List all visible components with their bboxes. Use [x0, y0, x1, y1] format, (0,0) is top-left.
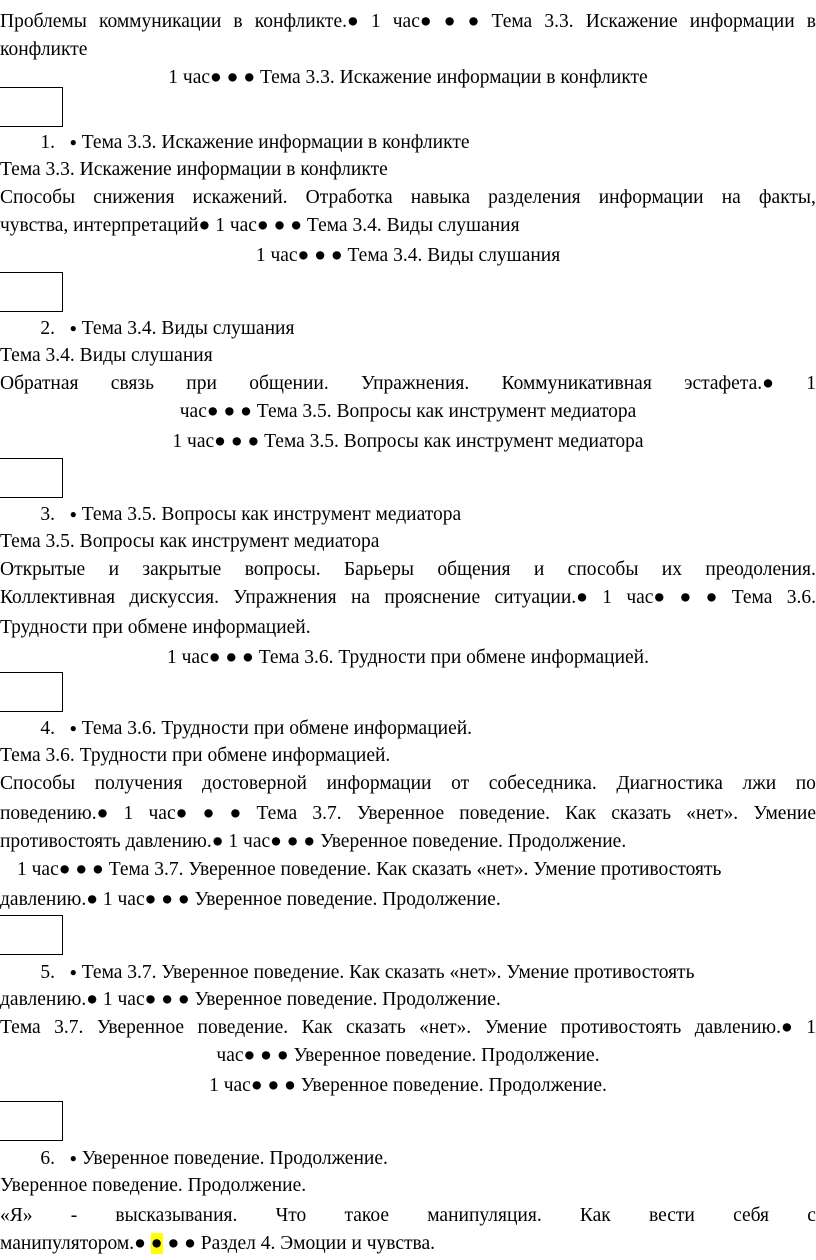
word: ●: [202, 803, 215, 824]
word: ситуации.●: [494, 587, 588, 608]
word: общения: [437, 559, 511, 580]
list-item-text: Тема 3.6. Трудности при обмене информацией.: [81, 718, 473, 739]
word: и: [533, 559, 545, 580]
paragraph-line: [0, 8, 816, 36]
word: манипуляция.: [427, 1205, 542, 1226]
centered-line: 1 час● ● ● Уверенное поведение. Продолжение.: [209, 1075, 607, 1096]
paragraph-line: противостоять давлению.● 1 час● ● ● Уверенное поведение. Продолжение.: [0, 831, 627, 852]
word: эстафета.●: [684, 373, 774, 394]
word: Уверенное: [96, 1017, 185, 1038]
paragraph-line: [0, 556, 816, 584]
paragraph-line: [0, 184, 816, 212]
paragraph-line: [0, 584, 816, 612]
paragraph-line: [0, 370, 816, 398]
word: их: [661, 559, 682, 580]
paragraph-line: [0, 800, 816, 828]
word: 3.7.: [312, 803, 342, 824]
paragraph-line-highlighted: [0, 1230, 816, 1258]
word: Умение: [753, 803, 816, 824]
centered-line: час● ● ● Тема 3.5. Вопросы как инструмент медиатора: [179, 401, 637, 422]
word: такое: [344, 1205, 390, 1226]
word: Проблемы: [0, 11, 87, 32]
word: и: [108, 559, 120, 580]
word: Отработка: [305, 187, 393, 208]
word: в: [806, 11, 816, 32]
word: давлению.●: [694, 1017, 793, 1038]
heading-line: Тема 3.5. Вопросы как инструмент медиатора: [0, 531, 380, 552]
word: ●: [467, 11, 480, 32]
paragraph-line: [0, 1202, 816, 1230]
word: информации: [598, 187, 704, 208]
list-item-text: Тема 3.4. Виды слушания: [81, 318, 295, 339]
list-item-text: Тема 3.3. Искажение информации в конфликте: [81, 132, 470, 153]
word: 1: [806, 1017, 816, 1038]
list-item-4: [0, 714, 816, 743]
paragraph-line: чувства, интерпретаций● 1 час● ● ● Тема 3.4. Виды слушания: [0, 215, 520, 236]
word: Обратная: [0, 373, 79, 394]
word: Коллективная: [0, 587, 116, 608]
paragraph-line: [0, 770, 816, 798]
word: 3.7.: [54, 1017, 84, 1038]
word: Умение: [484, 1017, 548, 1038]
word: -: [70, 1205, 78, 1226]
word: сказать: [611, 803, 671, 824]
bullet-icon: ●: [69, 507, 77, 521]
list-item-6: [0, 1144, 816, 1173]
word: вести: [649, 1205, 695, 1226]
word: Упражнения.: [361, 373, 470, 394]
word: противостоять: [560, 1017, 682, 1038]
word: по: [795, 773, 816, 794]
word: в: [233, 11, 243, 32]
empty-box: [0, 1101, 63, 1141]
centered-line: 1 час● ● ● Тема 3.4. Виды слушания: [255, 245, 561, 266]
centered-line: 1 час● ● ● Тема 3.5. Вопросы как инструмент медиатора: [172, 431, 644, 452]
paragraph-line: конфликте: [0, 39, 88, 60]
word: поведение.: [197, 1017, 289, 1038]
centered-line: 1 час● ● ● Тема 3.6. Трудности при обмене информацией.: [167, 647, 649, 668]
word: информации: [689, 11, 795, 32]
word: «Я»: [0, 1205, 33, 1226]
list-number: 1.: [40, 132, 55, 153]
word: информации: [326, 773, 432, 794]
word: ●: [229, 803, 242, 824]
list-number: 4.: [40, 718, 55, 739]
list-number: 6.: [40, 1148, 55, 1169]
list-item-1: [0, 128, 816, 157]
word: Как: [565, 803, 597, 824]
list-number: 3.: [40, 504, 55, 525]
word: сказать: [345, 1017, 406, 1038]
list-item-5: [0, 958, 816, 987]
word: 1: [370, 11, 381, 32]
word: себя: [733, 1205, 770, 1226]
word: ●: [679, 587, 692, 608]
paragraph-line: Трудности при обмене информацией.: [0, 617, 311, 638]
word: час●: [148, 803, 188, 824]
word: лжи: [742, 773, 777, 794]
word: 3.3.: [544, 11, 574, 32]
empty-box: [0, 87, 63, 127]
line-text: манипулятором.●: [0, 1233, 151, 1254]
heading-line: Тема 3.4. Виды слушания: [0, 345, 213, 366]
word: Уверенное: [356, 803, 445, 824]
word: с: [807, 1205, 816, 1226]
heading-line: Тема 3.6. Трудности при обмене информацией.: [0, 745, 391, 766]
word: Открытые: [0, 559, 86, 580]
word: Барьеры: [343, 559, 414, 580]
paragraph-line: давлению.● 1 час● ● ● Уверенное поведение. Продолжение.: [0, 989, 501, 1010]
word: коммуникации: [98, 11, 222, 32]
empty-box: [0, 915, 63, 955]
word: Тема: [491, 11, 533, 32]
paragraph-line: [0, 1014, 816, 1042]
word: Упражнения: [233, 587, 337, 608]
word: ●: [443, 11, 456, 32]
word: 1: [123, 803, 134, 824]
word: дискуссия.: [129, 587, 219, 608]
word: способы: [567, 559, 639, 580]
word: преодоления.: [705, 559, 816, 580]
list-number: 5.: [40, 962, 55, 983]
word: общении.: [249, 373, 329, 394]
bullet-icon: ●: [69, 1151, 77, 1165]
word: снижения: [93, 187, 175, 208]
word: Как: [301, 1017, 333, 1038]
bullet-icon: ●: [69, 135, 77, 149]
line-text: ● ● Раздел 4. Эмоции и чувства.: [162, 1233, 436, 1254]
bullet-icon: ●: [69, 721, 77, 735]
bullet-icon: ●: [69, 965, 77, 979]
centered-line: час● ● ● Уверенное поведение. Продолжение.: [216, 1045, 600, 1066]
word: достоверной: [202, 773, 307, 794]
word: на: [721, 187, 741, 208]
list-item-text: Тема 3.7. Уверенное поведение. Как сказать «нет». Умение противостоять: [81, 962, 695, 983]
word: поведению.●: [0, 803, 109, 824]
word: «нет».: [419, 1017, 472, 1038]
word: разделения: [488, 187, 581, 208]
word: при: [186, 373, 217, 394]
word: Способы: [0, 773, 76, 794]
highlighted-bullet: ●: [150, 1233, 163, 1254]
word: конфликте.●: [254, 11, 359, 32]
word: Тема: [731, 587, 773, 608]
word: Как: [579, 1205, 611, 1226]
word: связь: [110, 373, 154, 394]
word: на: [350, 587, 371, 608]
word: прояснение: [384, 587, 481, 608]
list-number: 2.: [40, 318, 55, 339]
bullet-icon: ●: [69, 321, 77, 335]
word: Способы: [0, 187, 76, 208]
empty-box: [0, 458, 63, 498]
word: навыка: [410, 187, 470, 208]
list-item-text: Тема 3.5. Вопросы как инструмент медиатора: [81, 504, 462, 525]
paragraph-line: 1 час● ● ● Тема 3.7. Уверенное поведение. Как сказать «нет». Умение противостоять: [17, 859, 722, 880]
word: ●: [705, 587, 718, 608]
word: Коммуникативная: [501, 373, 652, 394]
paragraph-line: давлению.● 1 час● ● ● Уверенное поведение. Продолжение.: [0, 889, 501, 910]
word: час●: [626, 587, 666, 608]
word: поведение.: [459, 803, 550, 824]
word: искажений.: [192, 187, 288, 208]
word: закрытые: [142, 559, 222, 580]
list-item-3: [0, 500, 816, 529]
word: «нет».: [686, 803, 739, 824]
word: Диагностика: [616, 773, 723, 794]
word: от: [451, 773, 470, 794]
heading-line: Тема 3.3. Искажение информации в конфликте: [0, 159, 388, 180]
word: Что: [275, 1205, 307, 1226]
heading-line: Уверенное поведение. Продолжение.: [0, 1175, 307, 1196]
word: час●: [392, 11, 432, 32]
word: Тема: [256, 803, 298, 824]
word: Искажение: [585, 11, 678, 32]
word: получения: [94, 773, 183, 794]
word: 1: [602, 587, 612, 608]
word: факты,: [758, 187, 816, 208]
word: высказывания.: [115, 1205, 238, 1226]
word: 3.6.: [786, 587, 816, 608]
word: 1: [806, 373, 816, 394]
word: Тема: [0, 1017, 41, 1038]
word: вопросы.: [244, 559, 321, 580]
list-item-text: Уверенное поведение. Продолжение.: [81, 1148, 388, 1169]
list-item-2: [0, 314, 816, 343]
centered-line: 1 час● ● ● Тема 3.3. Искажение информации в конфликте: [168, 67, 648, 88]
word: собеседника.: [488, 773, 597, 794]
empty-box: [0, 272, 63, 312]
empty-box: [0, 672, 63, 712]
